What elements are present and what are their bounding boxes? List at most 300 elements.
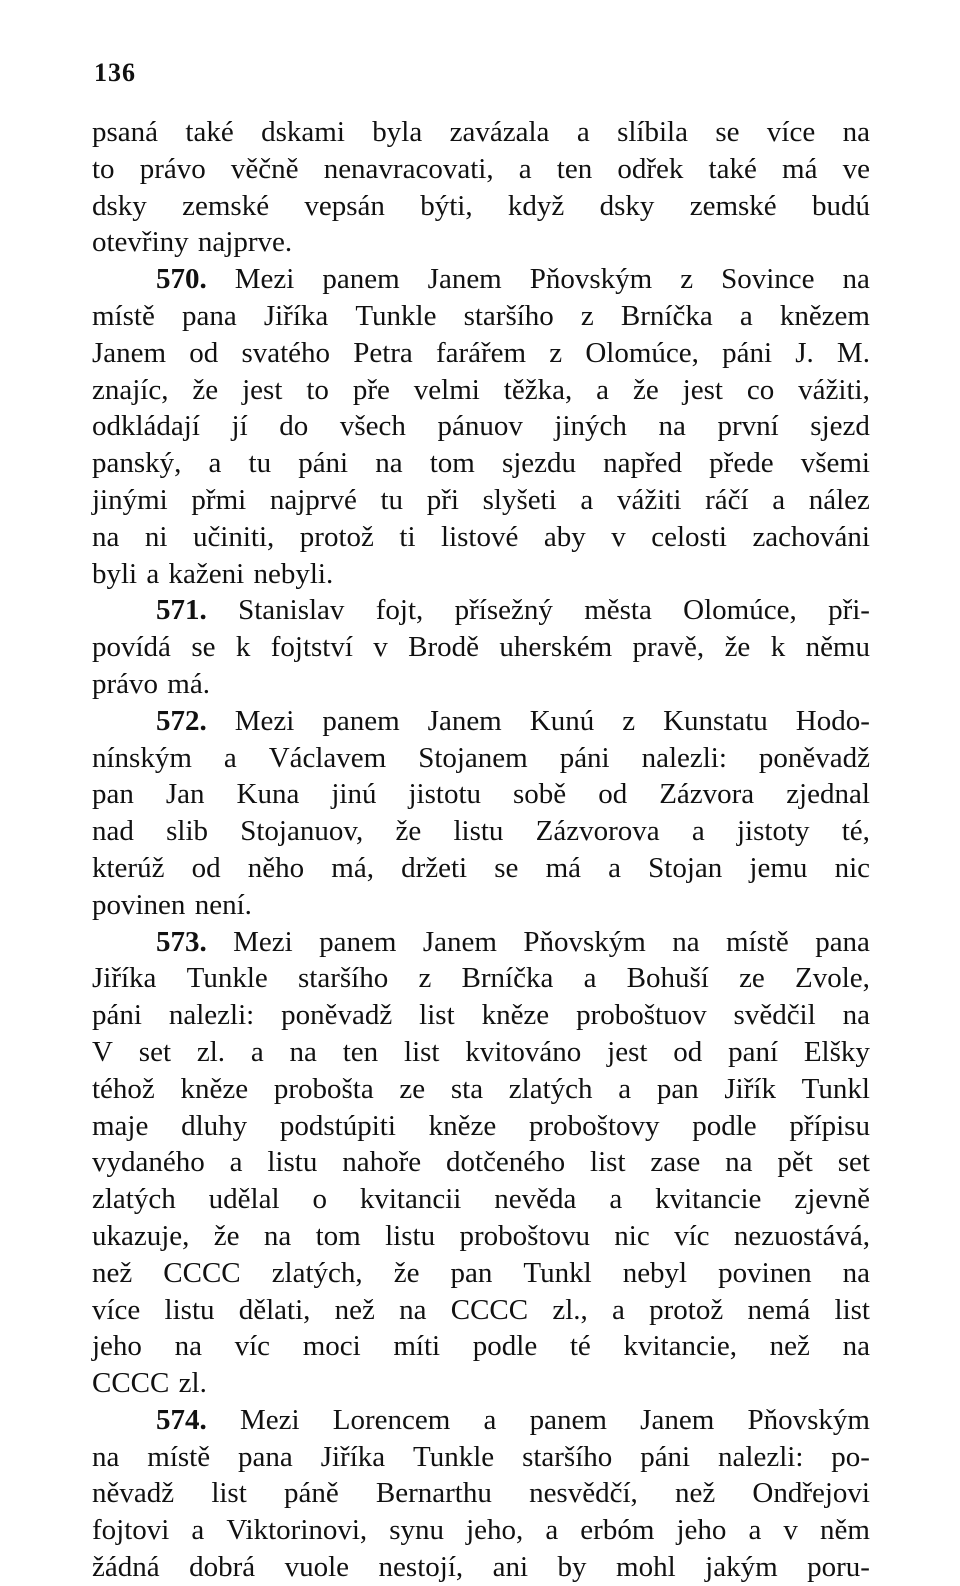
word: byli: [92, 557, 138, 590]
word: nebyl: [622, 1256, 688, 1289]
word: Mezi: [234, 704, 295, 737]
word: sta: [450, 1072, 484, 1105]
word: všech: [339, 410, 406, 443]
word: nesvědčí,: [529, 1477, 638, 1510]
word: po-: [831, 1440, 870, 1473]
word: také: [708, 152, 757, 185]
word: víc: [674, 1219, 710, 1252]
word: Bohuší: [626, 962, 709, 995]
word: aby: [543, 520, 586, 553]
word: žádná: [92, 1551, 160, 1584]
word: na: [672, 925, 700, 958]
word: Petra: [353, 336, 413, 369]
word: odřek: [617, 152, 684, 185]
word: Pňovským: [529, 263, 653, 296]
word: když: [507, 189, 565, 222]
word: slib: [166, 815, 209, 848]
text-line: [92, 1292, 870, 1329]
word: a: [518, 152, 532, 185]
word: by: [557, 1551, 587, 1584]
word: z: [622, 704, 636, 737]
word: a: [229, 1146, 243, 1179]
word: a: [748, 1514, 762, 1547]
word: přede: [709, 447, 774, 480]
word: Brníčka: [620, 299, 713, 332]
word: Jiříka: [320, 1440, 386, 1473]
word: přísežný: [454, 594, 553, 627]
word: se: [494, 851, 519, 884]
word: Stojanuov,: [240, 815, 364, 848]
word: na: [842, 116, 870, 148]
word: nestojí,: [378, 1551, 464, 1584]
word: panem: [529, 1403, 607, 1436]
word: byla: [372, 116, 423, 148]
word: dělati,: [238, 1293, 311, 1326]
word: nalezli:: [718, 1440, 804, 1473]
word: že: [192, 373, 219, 406]
word: Brodě: [408, 631, 480, 664]
word: fojtovi: [92, 1514, 170, 1547]
word: pánuov: [437, 410, 523, 443]
word: Bernarthu: [375, 1477, 492, 1510]
word: nenavracovati,: [323, 152, 494, 185]
word: města: [584, 594, 652, 627]
word: se: [191, 631, 216, 664]
word: jeho: [676, 1514, 727, 1547]
word: farářem: [435, 336, 527, 369]
word: na: [92, 1440, 120, 1473]
word: páni: [722, 336, 773, 369]
word: zlatých,: [271, 1256, 363, 1289]
word: Jan: [165, 778, 205, 811]
word: na: [289, 1035, 317, 1068]
word: páni: [92, 999, 142, 1032]
word: pan: [92, 778, 134, 811]
word: na: [174, 1330, 202, 1363]
word: místě: [725, 925, 789, 958]
word: pana: [815, 925, 870, 958]
word: V: [92, 1035, 113, 1068]
word: celosti: [651, 520, 727, 553]
word: a: [576, 116, 590, 148]
word: nevěda: [494, 1183, 577, 1216]
word: proboštovu: [459, 1219, 590, 1252]
word: Zázvorova: [535, 815, 660, 848]
word: podle: [692, 1109, 757, 1142]
word: knězem: [779, 299, 870, 332]
word: sobě: [513, 778, 567, 811]
word: Jiříka: [263, 299, 329, 332]
word: vážiti: [616, 483, 682, 516]
word: panem: [319, 925, 397, 958]
word: z: [549, 336, 563, 369]
word: nebyli.: [253, 557, 334, 590]
text-line: [92, 1144, 870, 1181]
text-line: [92, 776, 870, 813]
word: zjednal: [786, 778, 870, 811]
word: v: [373, 631, 388, 664]
word: pana: [181, 299, 237, 332]
word: té: [569, 1330, 591, 1363]
page-number: 136: [94, 58, 136, 87]
word: protož: [649, 1293, 724, 1326]
word: Stojan: [648, 851, 723, 884]
word: pře: [352, 373, 390, 406]
word: jinými: [92, 483, 168, 516]
word: list: [404, 1035, 440, 1068]
word: více: [766, 116, 816, 148]
word: nad: [92, 815, 134, 848]
word: nahoře: [342, 1146, 422, 1179]
word: od: [189, 336, 219, 369]
word: na: [92, 520, 120, 553]
word: mohl: [616, 1551, 676, 1584]
word: v: [783, 1514, 798, 1547]
word: psaná: [92, 116, 159, 148]
word: a: [691, 815, 705, 848]
word: panem: [322, 263, 400, 296]
word: Stojanem: [418, 741, 528, 774]
word: nalezli:: [168, 999, 255, 1032]
word: kněze: [428, 1109, 497, 1142]
paragraph-number: 570.: [156, 263, 207, 296]
word: velmi: [413, 373, 480, 406]
text-line: [92, 1034, 870, 1071]
word: podstúpiti: [279, 1109, 396, 1142]
word: fojtství: [270, 631, 353, 664]
text-line: [92, 629, 870, 666]
word: než: [769, 1330, 810, 1363]
word: věčně: [230, 152, 299, 185]
word: se: [715, 116, 740, 148]
word: Elšky: [803, 1035, 870, 1068]
word: CCCC: [163, 1256, 241, 1289]
text-line: [92, 1328, 870, 1365]
word: ni: [144, 520, 168, 553]
text-line: [92, 1549, 870, 1586]
word: erbóm: [580, 1514, 655, 1547]
word: z: [418, 962, 432, 995]
word: němu: [805, 631, 870, 664]
word: Tunkle: [186, 962, 268, 995]
paragraph-number: 572.: [156, 704, 207, 737]
word: Mezi: [233, 925, 293, 958]
word: vážiti,: [798, 373, 870, 406]
word: na: [842, 1256, 870, 1289]
word: než: [92, 1256, 133, 1289]
word: pět: [777, 1146, 813, 1179]
word: staršího: [298, 962, 389, 995]
text-line: [92, 1475, 870, 1512]
text-line: [92, 261, 870, 298]
text-line: [92, 887, 870, 924]
word: učiniti,: [192, 520, 275, 553]
word: Janem: [427, 263, 502, 296]
text-line: [92, 924, 870, 961]
word: zavázala: [449, 116, 550, 148]
word: nález: [808, 483, 870, 516]
text-line: [92, 408, 870, 445]
word: a: [545, 1514, 559, 1547]
word: Ondřejovi: [752, 1477, 870, 1510]
word: Mezi: [239, 1403, 300, 1436]
word: listu: [453, 815, 504, 848]
word: proboštuov: [576, 999, 707, 1032]
word: míti: [393, 1330, 441, 1363]
word: že: [395, 815, 422, 848]
body-text: [92, 114, 870, 1586]
word: při-: [828, 594, 870, 627]
word: téhož: [92, 1072, 155, 1105]
text-line: [92, 1255, 870, 1292]
word: kterúž: [92, 851, 165, 884]
word: moci: [302, 1330, 361, 1363]
word: list: [590, 1146, 626, 1179]
paragraph-number: 571.: [156, 594, 207, 627]
word: Zvole,: [795, 962, 870, 995]
word: sjezdu: [501, 447, 577, 480]
word: dsky: [599, 189, 655, 222]
word: M.: [836, 336, 870, 369]
word: a: [250, 1035, 264, 1068]
word: páni: [640, 1440, 691, 1473]
word: přípisu: [789, 1109, 870, 1142]
word: uherském: [499, 631, 613, 664]
word: kvitancie,: [623, 1330, 737, 1363]
word: povídá: [92, 631, 171, 664]
word: jest: [242, 373, 283, 406]
text-line: [92, 519, 870, 556]
word: Tunkl: [523, 1256, 592, 1289]
word: v: [611, 520, 626, 553]
word: že: [393, 1256, 420, 1289]
word: najprvé: [269, 483, 357, 516]
word: Hodo-: [795, 704, 870, 737]
word: páni: [298, 447, 349, 480]
word: panem: [322, 704, 400, 737]
word: zlatých: [92, 1183, 176, 1216]
word: Janem: [92, 336, 167, 369]
word: paní: [728, 1035, 779, 1068]
word: nalezli:: [641, 741, 727, 774]
word: má: [545, 851, 581, 884]
word: není.: [194, 888, 252, 921]
word: páně: [283, 1477, 339, 1510]
word: ten: [342, 1035, 379, 1068]
word: poněvadž: [758, 741, 870, 774]
word: zl.: [196, 1035, 226, 1068]
word: Sovince: [721, 263, 815, 296]
paragraph-number: 574.: [156, 1403, 207, 1436]
word: Janem: [422, 925, 497, 958]
word: poru-: [807, 1551, 870, 1584]
text-line: [92, 445, 870, 482]
word: také: [185, 116, 234, 148]
word: první: [717, 410, 779, 443]
word: Tunkle: [413, 1440, 495, 1473]
word: kvitováno: [465, 1035, 582, 1068]
word: a: [483, 1403, 497, 1436]
word: Brníčka: [461, 962, 554, 995]
word: než: [674, 1477, 716, 1510]
text-line: [92, 556, 870, 593]
word: to: [306, 373, 329, 406]
word: právo: [92, 667, 159, 700]
word: ve: [842, 152, 870, 185]
word: od: [598, 778, 628, 811]
word: ani: [492, 1551, 529, 1584]
word: ukazuje,: [92, 1219, 190, 1252]
word: a: [608, 851, 622, 884]
text-line: [92, 188, 870, 225]
word: zase: [650, 1146, 701, 1179]
word: Kunstatu: [663, 704, 768, 737]
word: na: [399, 1293, 427, 1326]
word: kněze: [180, 1072, 249, 1105]
word: na: [842, 263, 870, 296]
word: ze: [399, 1072, 426, 1105]
word: něvadž: [92, 1477, 175, 1510]
word: místě: [92, 299, 155, 332]
word: něho: [247, 851, 305, 884]
word: a: [146, 557, 160, 590]
word: Zázvora: [659, 778, 755, 811]
word: probošta: [273, 1072, 374, 1105]
word: kvitancie: [655, 1183, 762, 1216]
word: jemu: [749, 851, 808, 884]
word: listu: [267, 1146, 318, 1179]
paragraph-number: 573.: [156, 925, 207, 958]
word: pan: [656, 1072, 699, 1105]
word: zl.,: [552, 1293, 588, 1326]
word: listu: [385, 1219, 436, 1252]
word: zachováni: [752, 520, 870, 553]
word: listové: [441, 520, 519, 553]
text-line: [92, 1402, 870, 1439]
word: všemi: [800, 447, 870, 480]
word: kněze: [481, 999, 550, 1032]
word: svatého: [241, 336, 331, 369]
word: proboštovy: [529, 1109, 660, 1142]
word: jiných: [554, 410, 627, 443]
text-line: [92, 1512, 870, 1549]
word: ráčí: [705, 483, 749, 516]
word: J.: [795, 336, 814, 369]
word: Kuna: [236, 778, 300, 811]
text-line: [92, 592, 870, 629]
word: a: [618, 1072, 632, 1105]
text-line: [92, 997, 870, 1034]
word: a: [596, 373, 610, 406]
text-line: [92, 482, 870, 519]
word: Mezi: [234, 263, 295, 296]
word: k: [770, 631, 786, 664]
word: pana: [238, 1440, 293, 1473]
word: protož: [299, 520, 374, 553]
word: Olomúce,: [585, 336, 699, 369]
word: poněvadž: [281, 999, 393, 1032]
text-line: [92, 666, 870, 703]
word: a: [208, 447, 222, 480]
word: a: [580, 483, 594, 516]
word: při: [426, 483, 459, 516]
word: kaženi: [168, 557, 245, 590]
word: Stanislav: [238, 594, 345, 627]
text-line: [92, 335, 870, 372]
text-line: [92, 740, 870, 777]
word: ti: [399, 520, 416, 553]
word: dobrá: [189, 1551, 256, 1584]
word: té,: [841, 815, 870, 848]
word: z: [580, 299, 594, 332]
word: povinen: [718, 1256, 812, 1289]
word: do: [279, 410, 309, 443]
text-line: [92, 1108, 870, 1145]
word: dskami: [261, 116, 345, 148]
word: má: [782, 152, 818, 185]
word: listu: [164, 1293, 215, 1326]
text-line: [92, 813, 870, 850]
text-line: [92, 1218, 870, 1255]
text-line: [92, 1365, 870, 1402]
word: z: [680, 263, 694, 296]
text-line: [92, 114, 870, 151]
text-line: [92, 151, 870, 188]
word: tu: [380, 483, 404, 516]
word: kvitancii: [359, 1183, 462, 1216]
word: napřed: [603, 447, 683, 480]
text-line: [92, 224, 870, 261]
word: vydaného: [92, 1146, 205, 1179]
word: na: [842, 1330, 870, 1363]
word: že: [632, 373, 659, 406]
word: Viktorinovi,: [226, 1514, 368, 1547]
word: jí: [231, 410, 248, 443]
word: list: [419, 999, 455, 1032]
word: více: [92, 1293, 141, 1326]
word: a: [609, 1183, 623, 1216]
word: ze: [739, 962, 765, 995]
word: co: [746, 373, 775, 406]
word: list: [834, 1293, 870, 1326]
word: set: [138, 1035, 171, 1068]
word: nic: [834, 851, 870, 884]
word: jest: [607, 1035, 648, 1068]
text-line: [92, 960, 870, 997]
word: nínským: [92, 741, 192, 774]
word: jinú: [331, 778, 377, 811]
word: pravě,: [632, 631, 705, 664]
word: má,: [331, 851, 374, 884]
word: zlatých: [508, 1072, 593, 1105]
word: staršího: [463, 299, 554, 332]
word: a: [772, 483, 786, 516]
word: to: [92, 152, 115, 185]
word: jeho: [92, 1330, 142, 1363]
word: nic: [614, 1219, 650, 1252]
word: svědčil: [733, 999, 816, 1032]
word: právo: [139, 152, 206, 185]
word: víc: [234, 1330, 271, 1363]
word: má.: [167, 667, 210, 700]
word: Tunkle: [355, 299, 437, 332]
word: Václavem: [268, 741, 387, 774]
word: Janem: [640, 1403, 715, 1436]
word: od: [673, 1035, 703, 1068]
word: zemské: [689, 189, 777, 222]
word: dsky: [92, 189, 147, 222]
word: jest: [682, 373, 723, 406]
